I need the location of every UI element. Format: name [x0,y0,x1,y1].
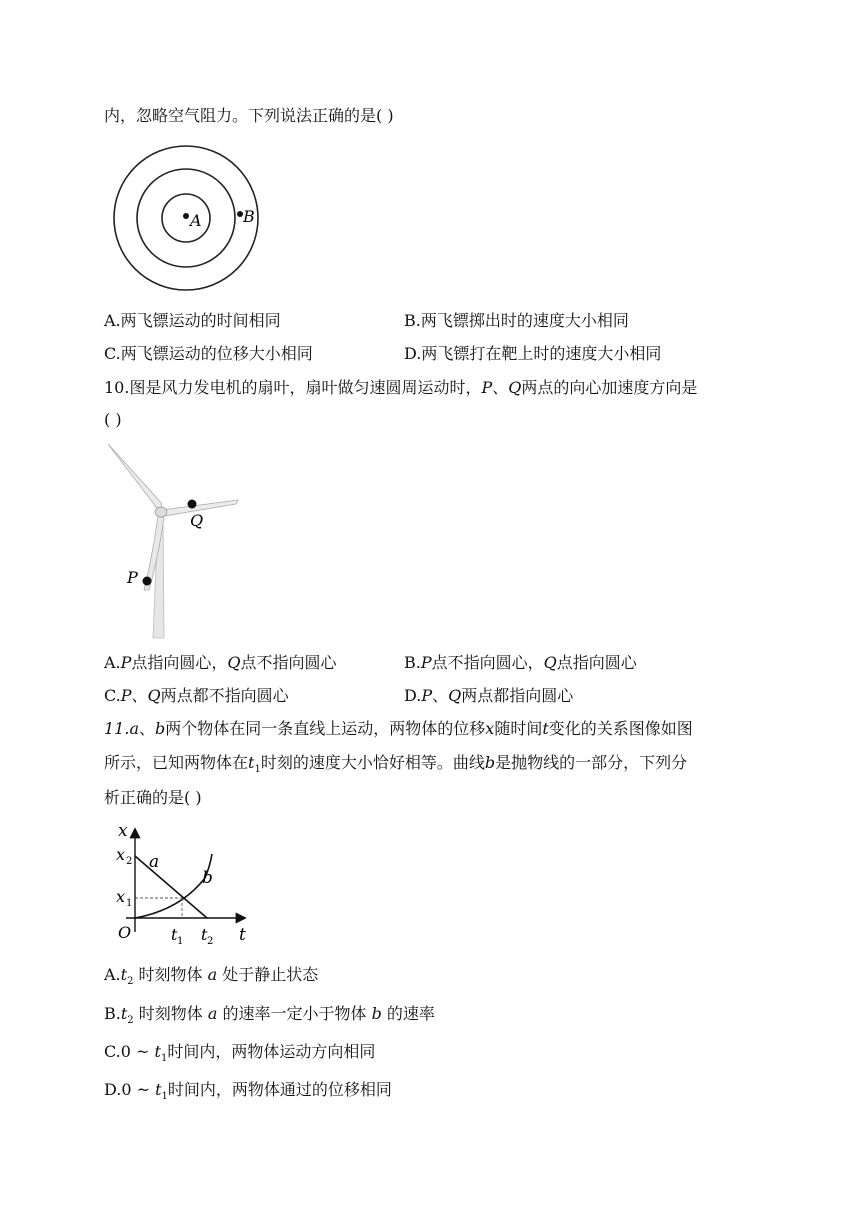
t2-label: t [201,925,208,944]
t1-label-sub: 1 [177,936,184,947]
x-axis-label: t [239,925,246,945]
x2-label-sub: 2 [126,856,133,867]
q11-option-a: $A.t_2$ 时刻物体 a 处于静止状态 [104,965,319,987]
line-a-label: a [149,852,160,872]
q9-option-d: D.两飞镖打在靶上时的速度大小相同 [404,344,662,363]
q9-option-a: A.两飞镖运动的时间相同 [104,311,281,330]
point-p-dot [143,577,152,586]
y-axis-label: x [118,821,128,841]
origin-label: O [118,923,132,942]
q11-option-b: $B.t_2$ 时刻物体 a 的速率一定小于物体 b 的速率 [104,1004,435,1026]
point-a-label: A [190,211,202,230]
point-b-label: B [243,207,255,226]
q10-stem-line2: ( ) [104,410,122,429]
q10-option-d: D.P、Q两点都指向圆心 [404,686,574,705]
q9-option-b: B.两飞镖掷出时的速度大小相同 [404,311,629,330]
q9-option-c: C.两飞镖运动的位移大小相同 [104,344,313,363]
q10-option-c: C.P、Q两点都不指向圆心 [104,686,289,705]
q11-option-c: C.0 ~ $t_1$时间内，两物体运动方向相同 [104,1042,376,1064]
curve-b [135,854,212,918]
displacement-time-graph [108,820,258,950]
q11-stem-line3: 析正确的是( ) [104,788,202,807]
point-q-dot [188,500,197,509]
x1-label: x [116,887,126,906]
point-p-label: P [127,568,138,587]
q10-option-a: A.P点指向圆心，Q点不指向圆心 [104,653,337,672]
q10-stem-line1: 10.图是风力发电机的扇叶，扇叶做匀速圆周运动时，P、Q两点的向心加速度方向是 [104,378,698,397]
q10-option-b: B.P点不指向圆心，Q点指向圆心 [404,653,637,672]
wind-turbine-figure [100,438,250,642]
t2-label-sub: 2 [207,936,214,947]
t1-label: t [171,925,178,944]
point-a-dot [183,213,189,219]
q11-stem-line2: 所示，已知两物体在$t_1$时刻的速度大小恰好相等。曲线b是抛物线的一部分，下列分 [104,753,688,775]
q11-stem-line1: 11.a、b两个物体在同一条直线上运动，两物体的位移x随时间t变化的关系图像如图 [104,719,693,738]
x2-label: x [116,845,126,864]
point-q-label: Q [190,511,204,530]
turbine-blade-upper [108,444,162,512]
q11-option-d: D.0 ~ $t_1$时间内，两物体通过的位移相同 [104,1080,392,1102]
curve-b-label: b [202,868,213,888]
x1-label-sub: 1 [126,898,133,909]
turbine-hub [155,507,167,517]
dartboard-figure [112,144,272,294]
q9-stem-tail: 内，忽略空气阻力。下列说法正确的是( ) [104,106,394,125]
